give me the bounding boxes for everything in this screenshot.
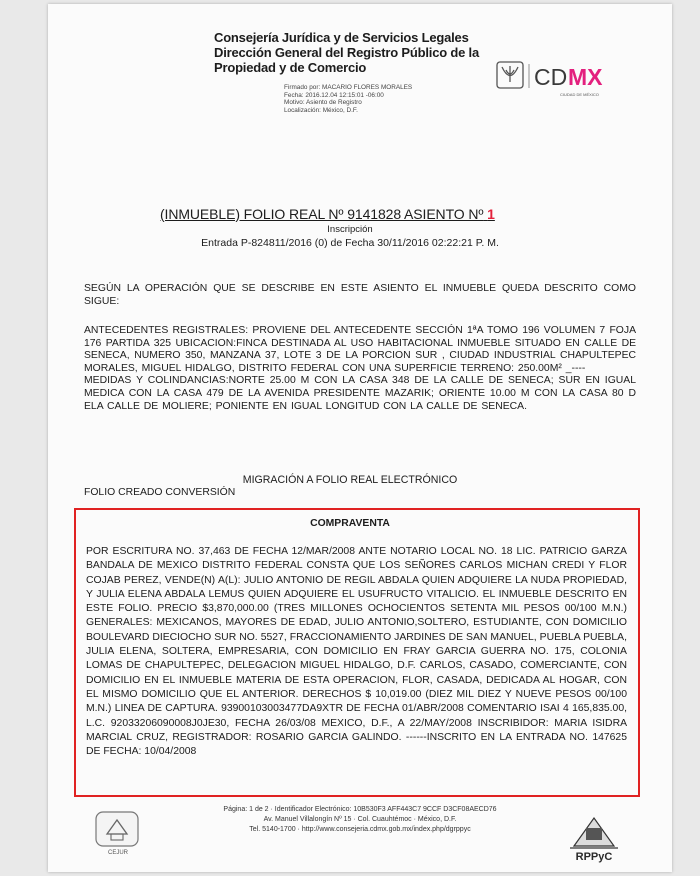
asiento-number: 1	[487, 206, 495, 222]
antecedentes-paragraph	[84, 325, 636, 413]
signature-metadata	[284, 84, 412, 114]
signature-location: Localización: México, D.F.	[284, 106, 358, 114]
issuer-line-2: Dirección General del Registro Público de la	[214, 45, 479, 60]
folio-title	[160, 206, 495, 222]
compraventa-text: POR ESCRITURA NO. 37,463 DE FECHA 12/MAR/2008 ANTE NOTARIO LOCAL NO. 18 LIC. PATRICIO GARZA BANDALA DE MEXICO DISTRITO FEDERAL CONSTA QUE LOS SEÑORES CARLOS MICHAN CREDI Y FLOR COJAB PEREZ, VENDE(N) A(L): JULIO ANTONIO DE REGIL ABDALA QUIEN ADQUIERE LA NUDA PROPIEDAD, Y JULIA ELENA ABDALA LEMUS QUIEN ADQUIERE EL USUFRUCTO VITALICIO. EL INMUEBLE DESCRITO EN ESTE FOLIO. PRECIO $3,870,000.00 (TRES MILLONES OCHOCIENTOS SETENTA MIL PESOS 00/100 M.N.) GENERALES: MEXICANOS, MAYORES DE EDAD, JULIO ANTONIO,SOLTERO, ESTUDIANTE, CON DOMICILIO BOULEVARD DIECIOCHO SUR NO. 5527, FRACCIONAMIENTO JARDINES DE SAN MANUEL, PUEBLA PUEBLA, JULIA ELENA, SOLTERA, EMPRESARIA, CON DOMICILIO EN FRAY GARCIA GUERRA NO. 175, COLONIA LOMAS DE CHAPULTEPEC, DELEGACION MIGUEL HIDALGO, D.F. CARLOS, CASADO, COMERCIANTE, CON DOMICILIO EN EL INMUEBLE MATERIA DE ESTA OPERACION, FLOR, CASADA, DEDICADA AL HOGAR, CON EL MISMO DOMICILIO QUE EL ANTERIOR. DERECHOS $ 10,019.00 (DIEZ MIL DIEZ Y NUEVE PESOS 00/100 M.N.) LINEA DE CAPTURA. 93900103003477DA9XTR DE FECHA 01/ABR/2008 COMENTARIO ISAI 4 165,835.00, L.C. 92033206090008J0JE30, FECHA 26/03/08 MEXICO, D.F., A 22/MAY/2008 INSCRIBIDOR: MARIA ISIDRA MARCIAL CRUZ, REGISTRADOR: ROSARIO GARCIA GALINDO. ------INSCRITO EN LA ENTRADA NO. 147625 DE FECHA: 10/04/2008	[86, 546, 627, 758]
folio-creado-line: FOLIO CREADO CONVERSIÓN	[84, 487, 236, 498]
folio-title-text: (INMUEBLE) FOLIO REAL Nº 9141828 ASIENTO Nº	[160, 206, 484, 222]
intro-paragraph: SEGÚN LA OPERACIÓN QUE SE DESCRIBE EN ESTE ASIENTO EL INMUEBLE QUEDA DESCRITO COMO SIGUE:	[84, 283, 636, 307]
cejur-emblem-icon	[96, 812, 138, 846]
issuer-line-1: Consejería Jurídica y de Servicios Legales	[214, 30, 469, 45]
rppyc-logo	[562, 812, 626, 864]
page-footer	[170, 805, 550, 835]
medidas-text: MEDIDAS Y COLINDANCIAS:NORTE 25.00 M CON LA CASA 348 DE LA CALLE DE SENECA; SUR EN IGUAL MEDICA CON LA CASA 479 DE LA AVENIDA PRESIDENTE MAZARIK; ORIENTE 10.00 M CON LA CASA 80 D ELA CALLE DE MOLIERE; PONIENTE EN IGUAL LONGITUD CON LA CALLE DE SENECA.	[84, 375, 636, 412]
footer-address: Av. Manuel Villalongín Nº 15 · Col. Cuauhtémoc · México, D.F.	[263, 816, 457, 823]
compraventa-title: COMPRAVENTA	[310, 518, 390, 529]
antecedentes-text: ANTECEDENTES REGISTRALES: PROVIENE DEL ANTECEDENTE SECCIÓN 1ªA TOMO 196 VOLUMEN 7 FOJA 176 PARTIDA 325 UBICACION:FINCA DESTINADA AL USO HABITACIONAL INMUEBLE SITUADO EN CALLE DE SENECA, NUMERO 350, MANZANA 37, LOTE 3 DE LA PORCION SUR , CIUDAD INDUSTRIAL CHAPULTEPEC MORALES, MIGUEL HIDALGO, DISTRITO FEDERAL CON UNA SUPERFICIE TERRENO: 250.00M² _----	[84, 325, 636, 374]
cdmx-logo	[496, 58, 608, 102]
footer-page-id: Página: 1 de 2 · Identificador Electrónico: 10B530F3 AFF443C7 9CCF D3CF08AECD76	[223, 806, 497, 813]
rppyc-label: RPPyC	[575, 851, 613, 863]
footer-contact: Tel. 5140-1700 · http://www.consejeria.cdmx.gob.mx/index.php/dgrppyc	[249, 826, 471, 833]
logo-subtitle: CIUDAD DE MÉXICO	[560, 92, 599, 97]
signature-date: Fecha: 2016.12.04 12:15:01 -06:00	[284, 91, 384, 99]
logo-cd-text: CD	[534, 64, 568, 90]
entrada-line: Entrada P-824811/2016 (0) de Fecha 30/11/2016 02:22:21 P. M.	[201, 237, 499, 249]
cejur-logo	[92, 810, 144, 856]
issuer-header	[214, 30, 479, 75]
issuer-line-3: Propiedad y de Comercio	[214, 60, 367, 75]
inscripcion-label: Inscripción	[327, 224, 373, 235]
signature-reason: Motivo: Asiento de Registro	[284, 99, 362, 107]
migracion-heading: MIGRACIÓN A FOLIO REAL ELECTRÓNICO	[242, 474, 458, 486]
cejur-label: CEJUR	[107, 850, 129, 856]
logo-mx-text: MX	[568, 64, 603, 90]
signed-by: Firmado por: MACARIO FLORES MORALES	[284, 84, 413, 91]
